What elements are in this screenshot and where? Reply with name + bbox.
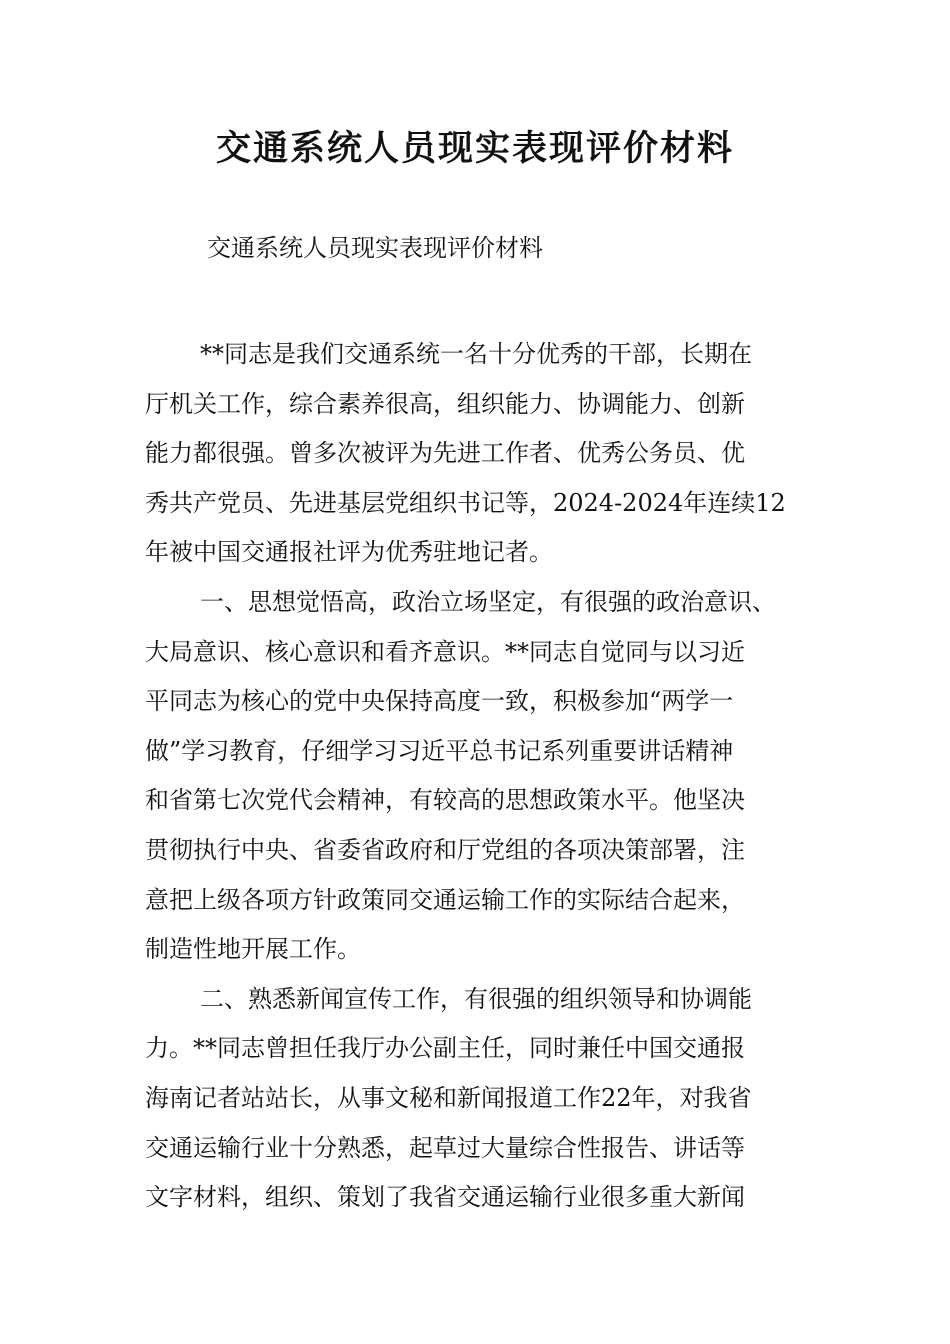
text-line: 文字材料，组织、策划了我省交通运输行业很多重大新闻 [145, 1183, 745, 1212]
document-subtitle: 交通系统人员现实表现评价材料 [207, 234, 543, 262]
text-line: 贯彻执行中央、省委省政府和厅党组的各项决策部署，注 [145, 835, 745, 864]
text-line: 厅机关工作，综合素养很高，组织能力、协调能力、创新 [145, 389, 745, 418]
text-line: 平同志为核心的党中央保持高度一致，积极参加“两学一 [145, 687, 734, 716]
text-line: 秀共产党员、先进基层党组织书记等，2024-2024年连续12 [145, 488, 786, 517]
document-title: 交通系统人员现实表现评价材料 [215, 129, 734, 169]
text-line: 制造性地开展工作。 [145, 935, 361, 964]
paragraph-intro [145, 330, 845, 578]
text-line: 年被中国交通报社评为优秀驻地记者。 [145, 538, 553, 567]
paragraph-section-one [145, 578, 845, 975]
paragraph-section-two [145, 975, 845, 1223]
text-line: 二、熟悉新闻宣传工作，有很强的组织领导和协调能 [200, 984, 752, 1013]
text-line: 做”学习教育，仔细学习习近平总书记系列重要讲话精神 [145, 736, 734, 765]
document-body [145, 330, 845, 1223]
text-line: 一、思想觉悟高，政治立场坚定，有很强的政治意识、 [200, 587, 776, 616]
text-line: 和省第七次党代会精神，有较高的思想政策水平。他坚决 [145, 786, 745, 815]
text-line: **同志是我们交通系统一名十分优秀的干部，长期在 [200, 340, 752, 368]
text-line: 海南记者站站长，从事文秘和新闻报道工作22年，对我省 [145, 1083, 752, 1112]
text-line: 意把上级各项方针政策同交通运输工作的实际结合起来， [145, 885, 745, 914]
text-line: 力。**同志曾担任我厅办公副主任，同时兼任中国交通报 [145, 1034, 745, 1063]
text-line: 交通运输行业十分熟悉，起草过大量综合性报告、讲话等 [145, 1133, 745, 1162]
text-line: 大局意识、核心意识和看齐意识。**同志自觉同与以习近 [145, 637, 745, 666]
text-line: 能力都很强。曾多次被评为先进工作者、优秀公务员、优 [145, 439, 745, 468]
